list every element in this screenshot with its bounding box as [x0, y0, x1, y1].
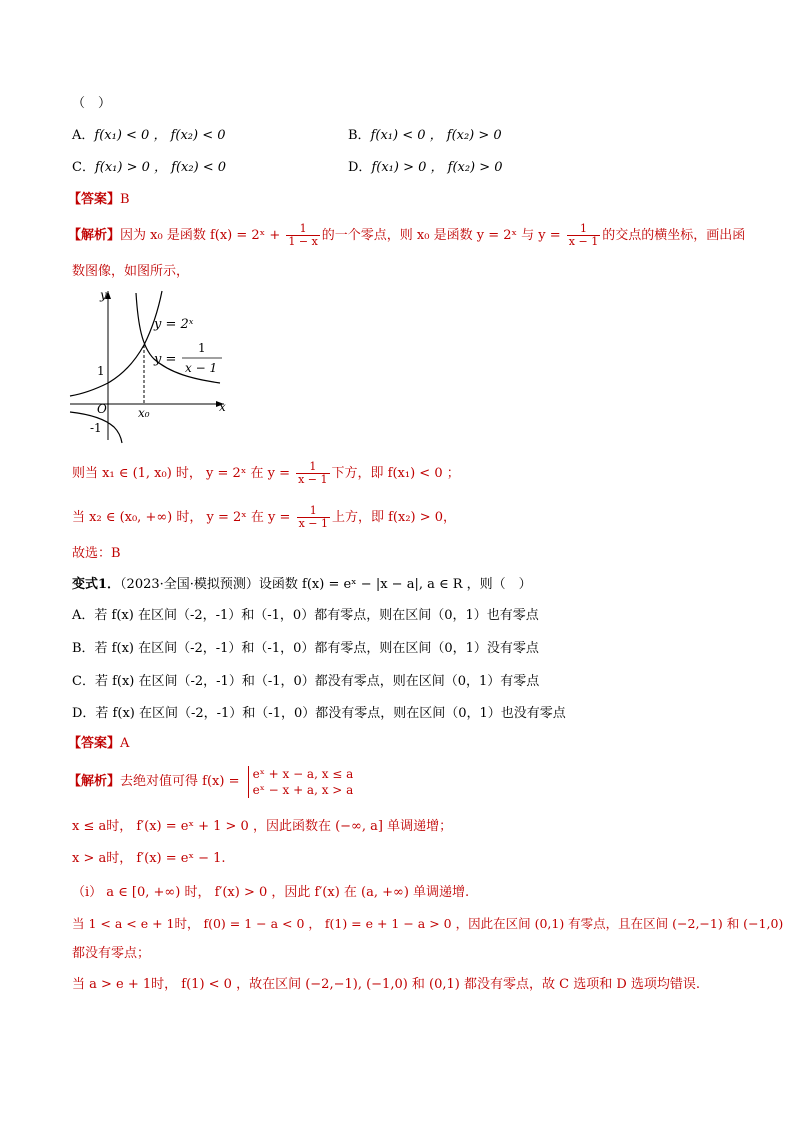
option-a: A．f(x₁) < 0 ， f(x₂) < 0: [72, 128, 226, 143]
variant-option-b: B．若 f(x) 在区间（-2，-1）和（-1，0）都有零点，则在区间（0，1）没有零点: [72, 641, 539, 656]
conclusion-line-2: 当 x₂ ∈ (x₀, +∞) 时， y = 2ˣ 在 y = $\frac{1}{x - 1}$ 上方，即 f(x₂) > 0，: [72, 504, 457, 530]
function-graph: [62, 285, 232, 445]
analysis-2-piecewise: 【解析】去绝对值可得 f(x) = eˣ + x − a, x ≤ a eˣ − x + a, x > a: [68, 766, 354, 797]
analysis-2-line-3: （i） a ∈ [0, +∞) 时， f′(x) > 0 ，因此 f′(x) 在 (a, +∞) 单调递增.: [72, 885, 470, 900]
analysis-2-line-4: 当 1 < a < e + 1时， f(0) = 1 − a < 0 ， f(1) = e + 1 − a > 0 ，因此在区间 (0,1) 有零点，且在区间 (−2,−1) 和 (−1,0): [72, 916, 784, 931]
analysis-2-line-6: 当 a > e + 1时， f(1) < 0 ，故在区间 (−2,−1), (−1,0) 和 (0,1) 都没有零点，故 C 选项和 D 选项均错误.: [72, 977, 701, 992]
curve-label-hyperbola-num: 1: [198, 341, 206, 355]
variant-option-d: D．若 f(x) 在区间（-2，-1）和（-1，0）都没有零点，则在区间（0，1）也没有零点: [72, 706, 566, 721]
conclusion-choice: 故选：B: [72, 546, 121, 561]
analysis-2-line-2: x > a时， f′(x) = eˣ − 1.: [72, 851, 226, 866]
variant-option-a: A．若 f(x) 在区间（-2，-1）和（-1，0）都有零点，则在区间（0，1）也有零点: [72, 608, 539, 623]
paren-placeholder: （ ）: [72, 96, 112, 111]
tick-label-neg-one: -1: [90, 421, 102, 435]
origin-label: O: [97, 402, 107, 416]
analysis-1-line-2: 数图像，如图所示，: [72, 264, 190, 279]
conclusion-line-1: 则当 x₁ ∈ (1, x₀) 时， y = 2ˣ 在 y = $\frac{1}{x - 1}$ 下方，即 f(x₁) < 0 ；: [72, 460, 460, 486]
curve-label-hyperbola-den: x − 1: [185, 361, 218, 375]
analysis-2-line-5: 都没有零点；: [72, 946, 151, 961]
x-axis-label: x: [219, 400, 226, 414]
answer-2: 【答案】A: [68, 736, 130, 751]
curve-label-exp: y = 2ˣ: [154, 317, 194, 332]
option-d: D．f(x₁) > 0 ， f(x₂) > 0: [348, 160, 503, 175]
option-c: C．f(x₁) > 0 ， f(x₂) < 0: [72, 160, 227, 175]
tick-label-x0: x₀: [138, 406, 150, 420]
tick-label-one: 1: [97, 364, 105, 378]
case-2: eˣ − x + a, x > a: [252, 782, 354, 797]
analysis-2-line-1: x ≤ a时， f′(x) = eˣ + 1 > 0 ，因此函数在 (−∞, a] 单调递增；: [72, 819, 453, 834]
variant-stem: 变式1．（2023·全国·模拟预测）设函数 f(x) = eˣ − |x − a|, a ∈ R ，则（ ）: [72, 577, 532, 592]
curve-label-hyperbola: y =: [154, 352, 177, 367]
y-axis-label: y: [100, 288, 107, 302]
exp-curve: [70, 291, 162, 396]
analysis-1-line-1: 【解析】因为 x₀ 是函数 f(x) = 2ˣ + $\frac{1}{1 - x}$ 的一个零点，则 x₀ 是函数 y = 2ˣ 与 y = $\frac{1}{x - 1}$ 的交点的横坐标，画出函: [68, 222, 746, 248]
option-b: B．f(x₁) < 0 ， f(x₂) > 0: [348, 128, 502, 143]
case-1: eˣ + x − a, x ≤ a: [252, 766, 354, 781]
variant-option-c: C．若 f(x) 在区间（-2，-1）和（-1，0）都没有零点，则在区间（0，1）有零点: [72, 674, 540, 689]
answer-1: 【答案】B: [68, 192, 130, 207]
